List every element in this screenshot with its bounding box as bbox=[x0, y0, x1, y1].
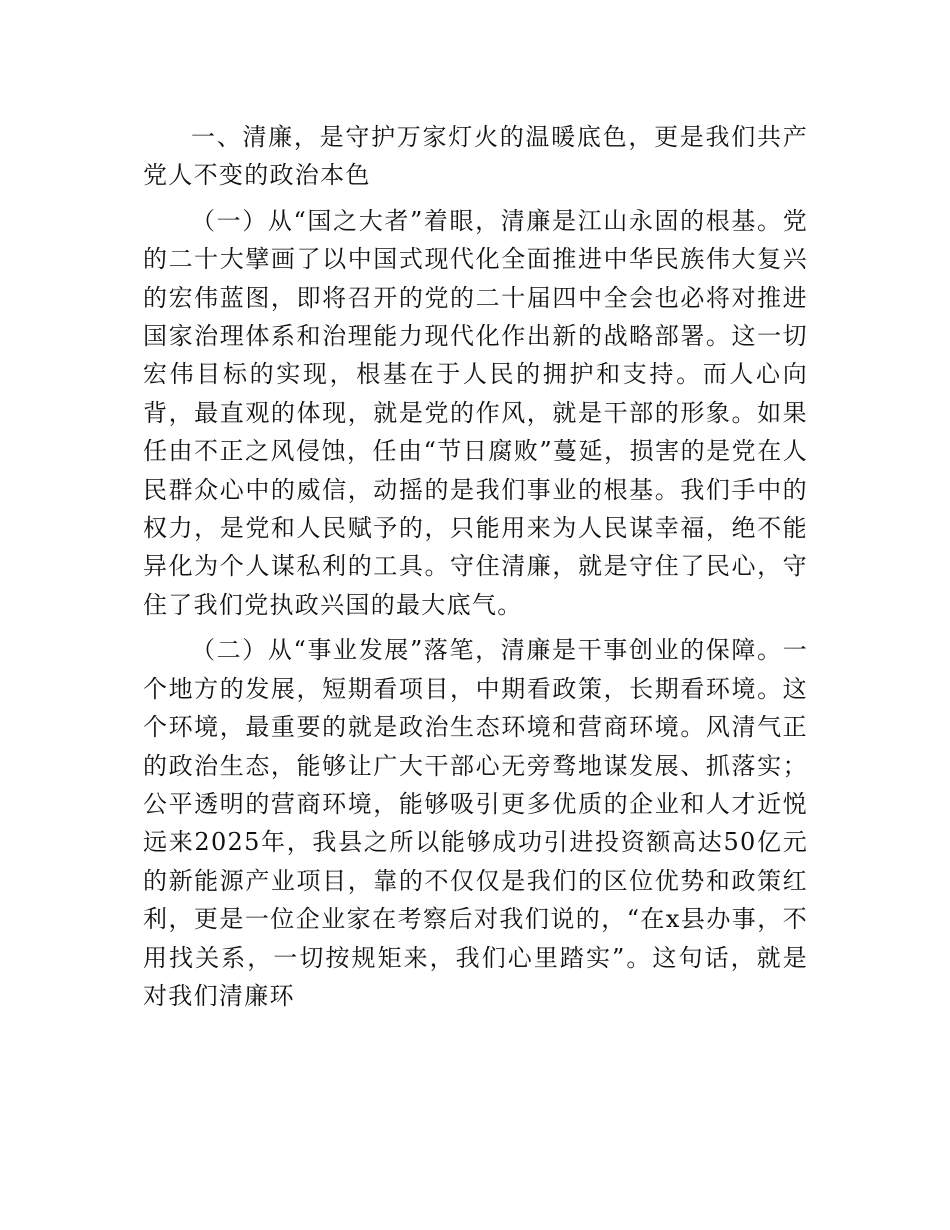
paragraph-2: （二）从“事业发展”落笔，清廉是干事创业的保障。一个地方的发展，短期看项目，中期看政策，长期看环境。这个环境，最重要的就是政治生态环境和营商环境。风清气正的政治生态，能够让广大干部心无旁骛地谋发展、抓落实；公平透明的营商环境，能够吸引更多优质的企业和人才近悦远来2025年，我县之所以能够成功引进投资额高达50亿元的新能源产业项目，靠的不仅仅是我们的区位优势和政策红利，更是一位企业家在考察后对我们说的，“在x县办事，不用找关系，一切按规矩来，我们心里踏实”。这句话，就是对我们清廉环 bbox=[143, 636, 808, 1010]
paragraph-1: （一）从“国之大者”着眼，清廉是江山永固的根基。党的二十大擘画了以中国式现代化全面推进中华民族伟大复兴的宏伟蓝图，即将召开的党的二十届四中全会也必将对推进国家治理体系和治理能力现代化作出新的战略部署。这一切宏伟目标的实现，根基在于人民的拥护和支持。而人心向背，最直观的体现，就是党的作风，就是干部的形象。如果任由不正之风侵蚀，任由“节日腐败”蔓延，损害的是党在人民群众心中的威信，动摇的是我们事业的根基。我们手中的权力，是党和人民赋予的，只能用来为人民谋幸福，绝不能异化为个人谋私利的工具。守住清廉，就是守住了民心，守住了我们党执政兴国的最大底气。 bbox=[143, 206, 808, 619]
document-body bbox=[143, 118, 808, 1015]
section-heading: 一、清廉，是守护万家灯火的温暖底色，更是我们共产党人不变的政治本色 bbox=[143, 123, 808, 190]
